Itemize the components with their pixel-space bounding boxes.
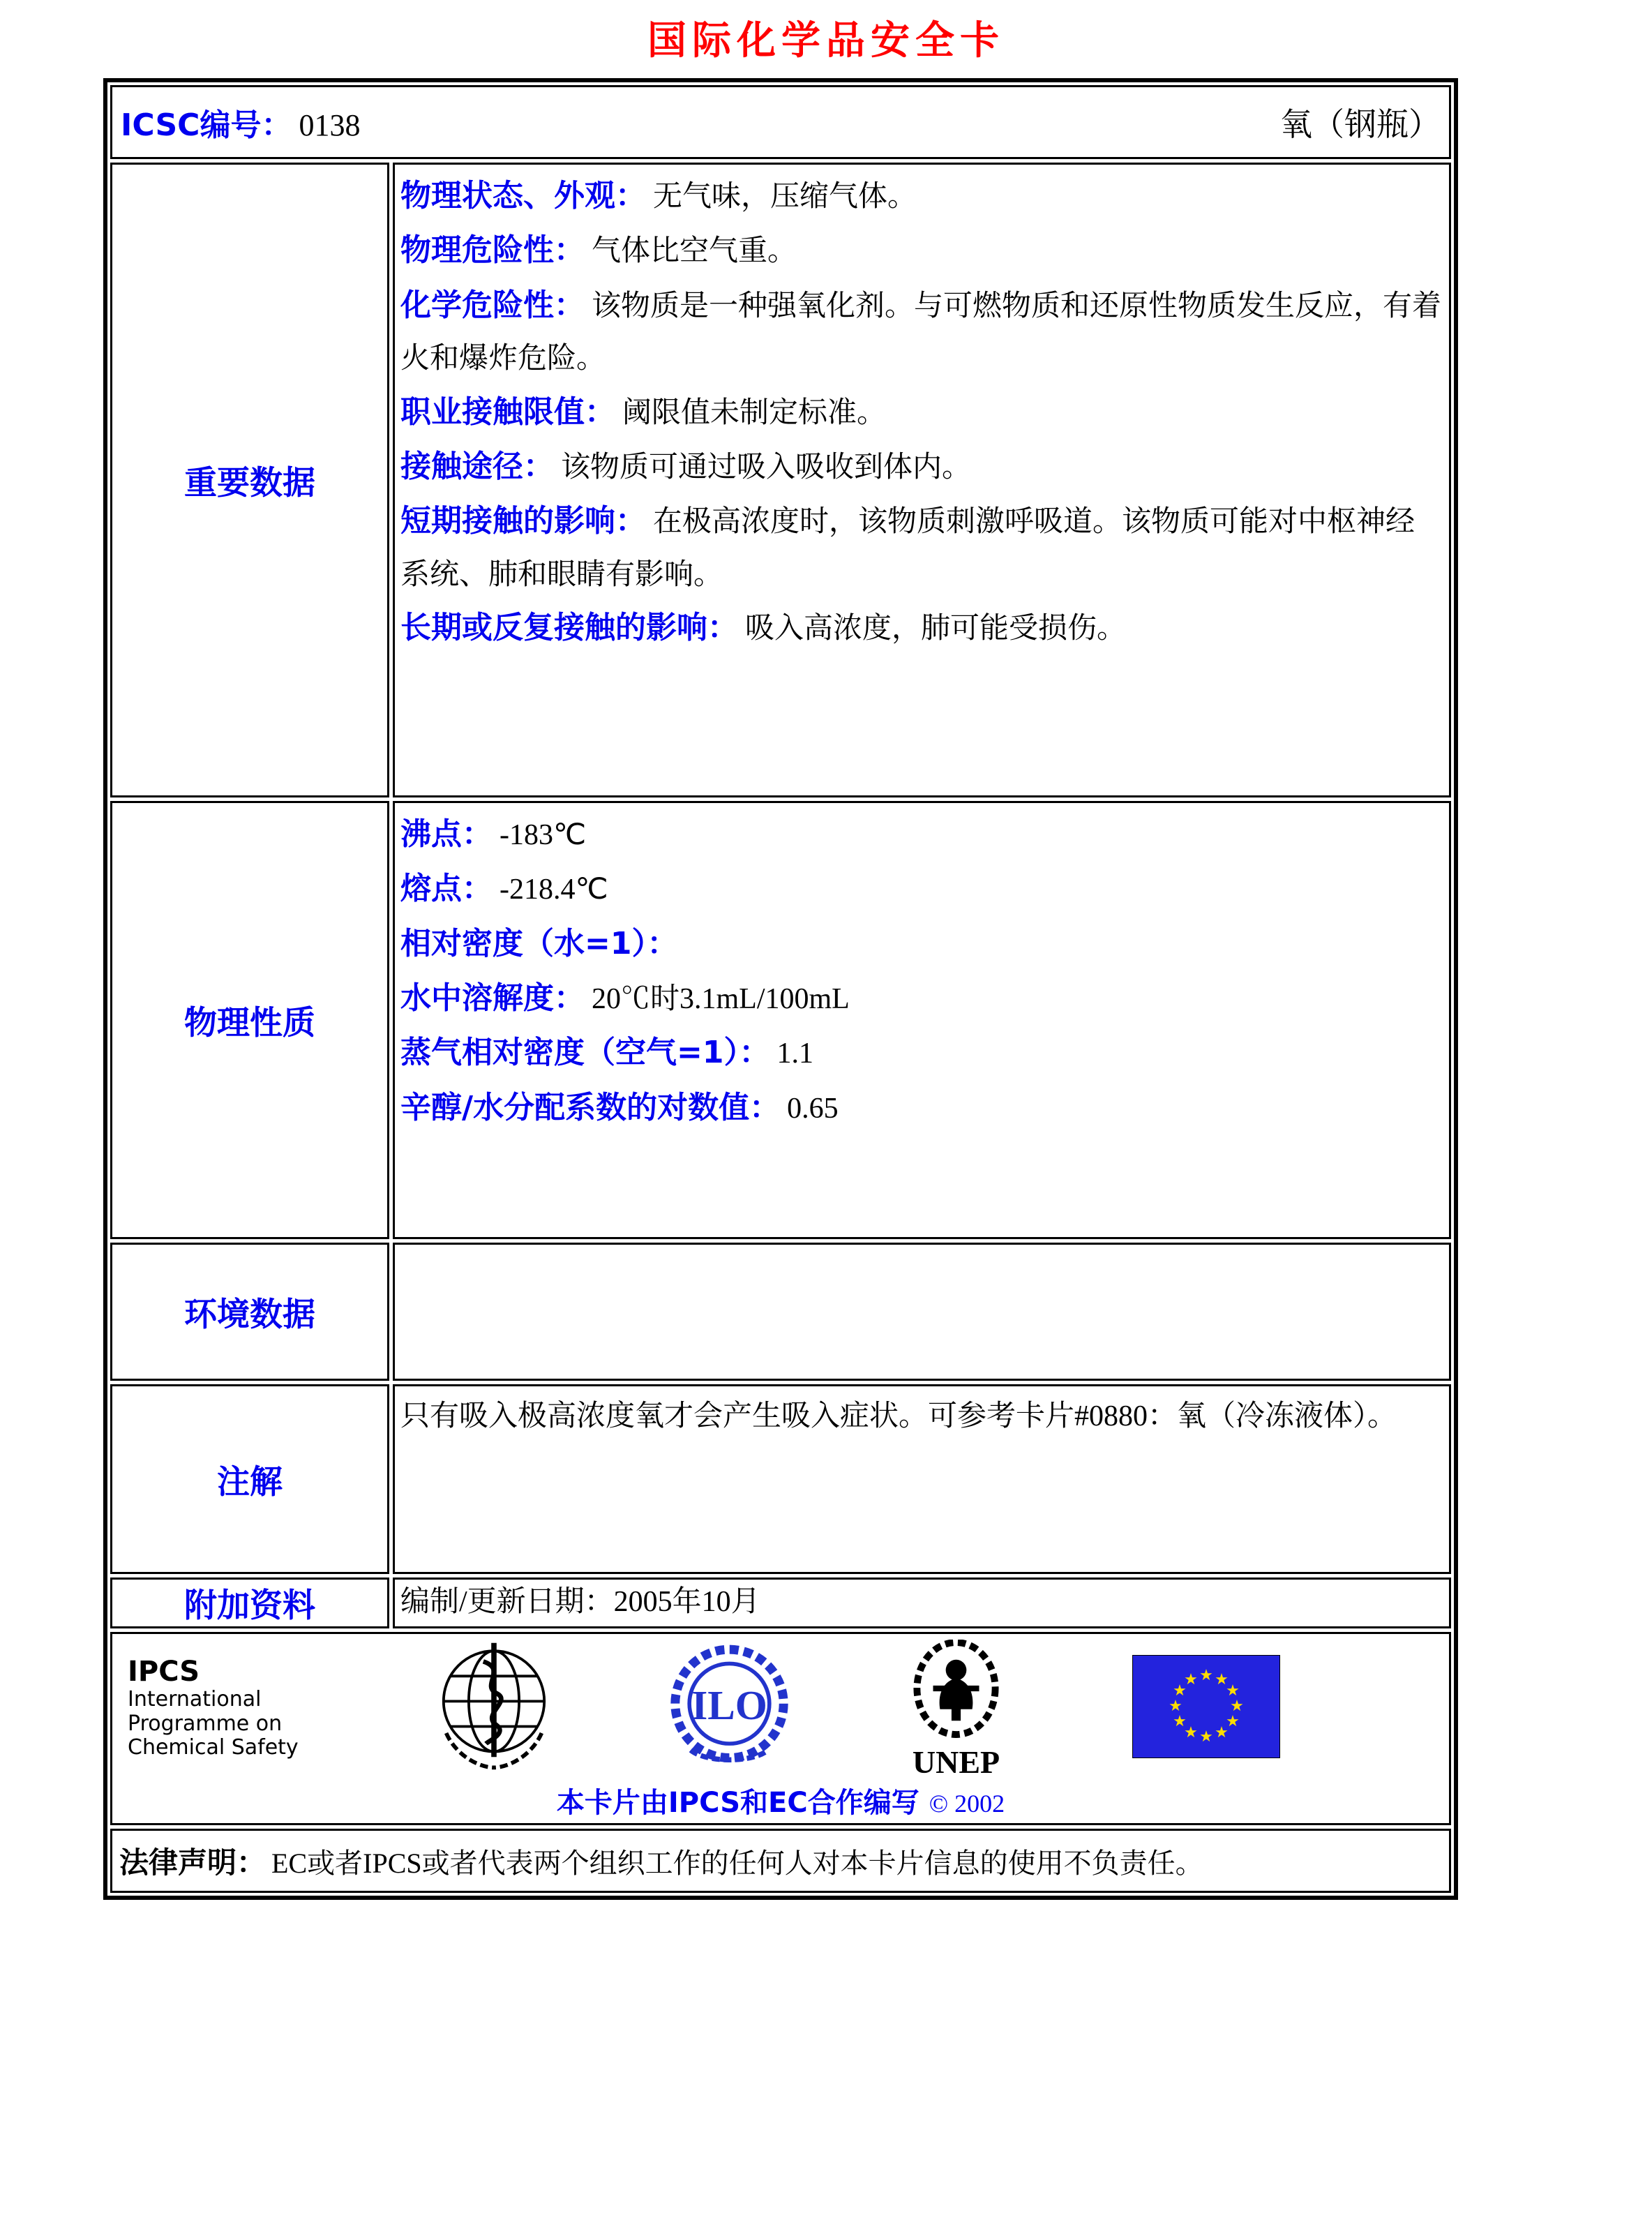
who-logo-icon	[428, 1640, 560, 1776]
svg-text:★: ★	[1173, 1712, 1187, 1730]
svg-text:★: ★	[1226, 1712, 1240, 1730]
svg-text:★: ★	[1215, 1723, 1229, 1741]
field-line: 接触途径： 该物质可通过吸入吸收到体内。	[400, 449, 972, 484]
credit-text: 本卡片由IPCS和EC合作编写	[556, 1787, 919, 1820]
icsc-number	[121, 100, 360, 144]
svg-text:★: ★	[1199, 1728, 1213, 1746]
notes-content	[393, 1384, 1451, 1574]
header-cell	[110, 85, 1451, 159]
notes-row	[110, 1384, 1451, 1574]
field-line: 沸点： -183℃	[400, 816, 587, 852]
svg-text:★: ★	[1226, 1681, 1240, 1700]
environmental-data-row	[110, 1243, 1451, 1381]
update-date-text: 编制/更新日期：2005年10月	[400, 1586, 760, 1619]
additional-info-row	[110, 1578, 1451, 1628]
physical-properties-label: 物理性质	[184, 1003, 315, 1042]
important-data-label: 重要数据	[184, 463, 315, 502]
notes-text: 只有吸入极高浓度氧才会产生吸入症状。可参考卡片#0880：氧（冷冻液体）。	[400, 1400, 1397, 1432]
field-line: 相对密度（水=1）：	[400, 925, 678, 961]
field-line: 蒸气相对密度（空气=1）： 1.1	[400, 1035, 813, 1071]
legal-label: 法律声明：	[119, 1845, 266, 1880]
additional-info-header	[110, 1578, 389, 1628]
credit-line	[112, 1781, 1449, 1820]
field-line: 物理危险性： 气体比空气重。	[400, 232, 797, 269]
ipcs-acronym: IPCS	[128, 1656, 200, 1688]
svg-text:★: ★	[1173, 1681, 1187, 1700]
copyright-text: © 2002	[929, 1790, 1005, 1818]
page-title: 国际化学品安全卡	[647, 18, 1005, 63]
environmental-data-header	[110, 1243, 389, 1381]
substance-name: 氧（钢瓶）	[1280, 107, 1441, 142]
important-data-content	[393, 163, 1451, 797]
additional-info-content	[393, 1578, 1451, 1628]
header-row	[110, 85, 1451, 159]
safety-card-table	[103, 78, 1458, 1900]
svg-text:★: ★	[1215, 1670, 1229, 1688]
logo-strip	[112, 1640, 1449, 1780]
legal-text: EC或者IPCS或者代表两个组织工作的任何人对本卡片信息的使用不负责任。	[271, 1847, 1203, 1879]
legal-row	[110, 1829, 1451, 1893]
important-data-row	[110, 163, 1451, 797]
footer-row	[110, 1632, 1451, 1825]
important-data-header	[110, 163, 389, 797]
eu-flag-icon	[1132, 1655, 1280, 1762]
notes-header	[110, 1384, 389, 1574]
unep-wordmark: UNEP	[912, 1744, 1000, 1780]
field-line: 职业接触限值： 阈限值未制定标准。	[400, 394, 887, 430]
field-line: 辛醇/水分配系数的对数值： 0.65	[400, 1089, 839, 1125]
field-line: 水中溶解度： 20℃时3.1mL/100mL	[400, 980, 850, 1016]
svg-text:★: ★	[1169, 1697, 1182, 1715]
field-line: 熔点： -218.4℃	[400, 871, 608, 907]
svg-text:★: ★	[1199, 1666, 1213, 1684]
ilo-logo-icon	[665, 1642, 794, 1774]
environmental-data-label: 环境数据	[184, 1295, 315, 1334]
field-line: 化学危险性： 该物质是一种强氧化剂。与可燃物质和还原性物质发生反应，有着火和爆炸危险。	[400, 287, 1442, 375]
notes-label: 注解	[217, 1462, 283, 1501]
legal-cell	[110, 1829, 1451, 1893]
ipcs-text-block: IPCS International Programme on Chemical Safety	[128, 1656, 344, 1760]
unep-logo-icon	[899, 1640, 1014, 1780]
footer-cell	[110, 1632, 1451, 1825]
physical-properties-content	[393, 801, 1451, 1239]
field-line: 物理状态、外观： 无气味，压缩气体。	[400, 178, 917, 213]
environmental-data-content	[393, 1243, 1451, 1381]
physical-properties-header	[110, 801, 389, 1239]
field-line: 短期接触的影响： 在极高浓度时，该物质刺激呼吸道。该物质可能对中枢神经系统、肺和眼睛有影响。	[400, 503, 1416, 591]
svg-text:★: ★	[1184, 1670, 1198, 1688]
svg-text:★: ★	[1184, 1723, 1198, 1741]
physical-properties-row	[110, 801, 1451, 1239]
field-line: 长期或反复接触的影响： 吸入高浓度，肺可能受损伤。	[400, 610, 1127, 646]
additional-info-label: 附加资料	[184, 1587, 315, 1625]
svg-text:★: ★	[1230, 1697, 1244, 1715]
svg-text:ILO: ILO	[691, 1682, 767, 1729]
icsc-number-label: ICSC编号：	[121, 107, 292, 143]
icsc-number-value: 0138	[299, 108, 361, 142]
